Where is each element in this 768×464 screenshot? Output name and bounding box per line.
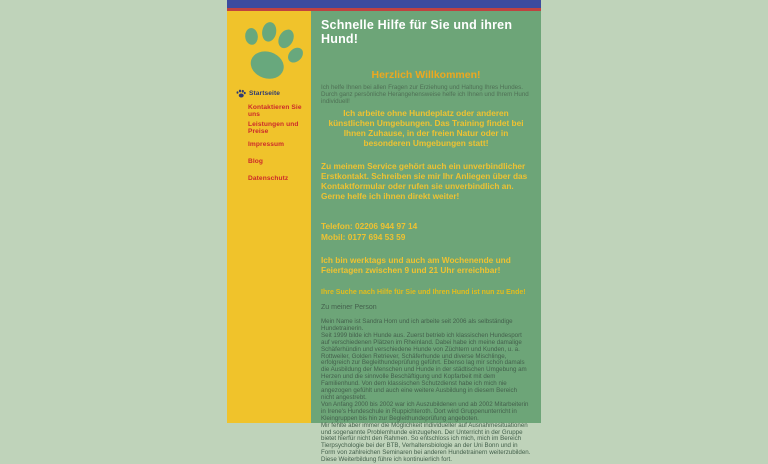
sidebar-item-kontakt[interactable] [227, 102, 311, 119]
about-paragraph: Mein Name ist Sandra Horn und ich arbeite seit 2006 als selbständige Hundetrainerin. [321, 318, 513, 332]
about-paragraph: Seit 1999 bilde ich Hunde aus. Zuerst betrieb ich klassischen Hundesport auf verschiedenen Plätzen im Rheinland. Dabei habe ich meine damalige Schäferhündin und verschiedene Hunde von Züchtern und Kunden, u. a. Rottweiler, Golden Retriever, Schäferhunde und diverse Mischlinge, erfolgreich zur Begleithundeprüfung geführt. Ebenso lag mir schon damals die Ausbildung der Menschen und Hunde in der städtischen Umgebung am Herzen und die sinnvolle Beschäftigung und Kopfarbeit mit dem Familienhund. Von dem klassischen Schutzdienst habe ich mich nie angezogen gefühlt und auch eine weitere Ausbildung in diesem Bereich nicht angestrebt. [321, 331, 527, 401]
site-container [227, 0, 541, 464]
sidebar-item-blog[interactable] [227, 153, 311, 170]
about-paragraph: Mir fehlte aber immer die Möglichkeit individueller auf Ausnahmesituationen und sogenannte Problemhunde einzugehen. Der Unterricht in der Gruppe bietet hierfür nicht den Rahmen. So entschloss ich mich, mich im Bereich Tierpsychologie bei der BTB, Verhaltensbiologie an der Uni Bonn und in Form von zahlreichen Seminaren bei anderen Hundetrainern weiterzubilden. Diese Weiterbildung führe ich kontinuierlich fort. [321, 421, 531, 464]
sidebar-item-label: Leistungen und Preise [248, 120, 299, 135]
sidebar-item-label: Kontaktieren Sie uns [248, 103, 302, 118]
sidebar-item-startseite[interactable] [227, 85, 311, 102]
about-paragraph: Von Anfang 2000 bis 2002 war ich Auszubildenen und ab 2002 Mitarbeiterin in Irene's Hundeschule in Ruppichteroth. Dort wird Gruppenunterricht in Kleingruppen bis hin zur Begleithundeprüfung angeboten. [321, 400, 529, 422]
sidebar-item-label: Startseite [249, 90, 281, 97]
sidebar-item-impressum[interactable] [227, 136, 311, 153]
mobile-number: Mobil: 0177 694 53 59 [321, 231, 406, 242]
sidebar [227, 11, 311, 423]
search-end-text: Ihre Suche nach Hilfe für Sie und Ihren Hund ist nun zu Ende! [321, 289, 526, 296]
sidebar-item-leistungen[interactable] [227, 119, 311, 136]
main-content [311, 11, 541, 464]
sidebar-item-label: Datenschutz [248, 175, 289, 182]
about-heading: Zu meiner Person [321, 304, 377, 311]
sidebar-nav [227, 85, 311, 187]
service-highlight: Zu meinem Service gehört auch ein unverbindlicher Erstkontakt. Schreiben sie mir Ihr Anliegen über das Kontaktformular oder rufen sie unverbindlich an. Gerne helfe ich ihnen direkt weiter! [321, 161, 528, 201]
availability-text: Ich bin werktags und auch am Wochenende und Feiertagen zwischen 9 und 21 Uhr erreichbar! [321, 255, 511, 275]
top-blue-bar [227, 0, 541, 8]
paw-icon [236, 89, 246, 98]
about-section [321, 319, 531, 464]
welcome-heading: Herzlich Willkommen! [371, 69, 481, 81]
contact-numbers [321, 221, 531, 242]
phone-number: Telefon: 02206 944 97 14 [321, 221, 418, 231]
sidebar-item-label: Impressum [248, 141, 285, 148]
paw-print-icon [235, 19, 305, 90]
sidebar-item-datenschutz[interactable] [227, 170, 311, 187]
training-highlight: Ich arbeite ohne Hundeplatz oder anderen künstlichen Umgebungen. Das Training findet bei Ihnen Zuhause, in der freien Natur oder in besonderen Umgebungen statt! [328, 108, 524, 148]
intro-text: Ich helfe Ihnen bei allen Fragen zur Erziehung und Haltung Ihres Hundes. Durch ganz persönliche Herangehensweise helfe ich Ihnen und Ihrem Hund individuell! [321, 84, 529, 105]
sidebar-item-label: Blog [248, 158, 264, 165]
page-title: Schnelle Hilfe für Sie und ihren Hund! [321, 18, 513, 46]
